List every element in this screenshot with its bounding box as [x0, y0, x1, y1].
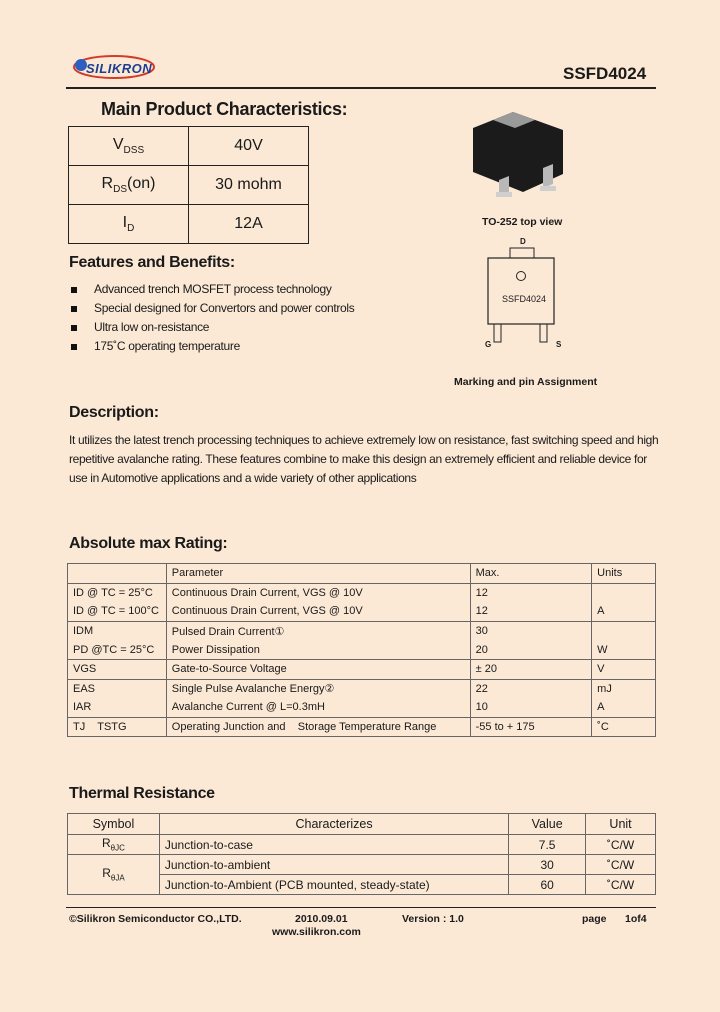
max-cell: 12 [470, 602, 592, 621]
unit-cell: ˚C/W [586, 835, 656, 855]
footer-rule [66, 907, 656, 908]
features-list [70, 282, 355, 358]
thermal-table [67, 813, 656, 895]
characterizes-cell: Junction-to-ambient [159, 855, 508, 875]
footer-page-label: page [582, 913, 607, 925]
abs-max-table [67, 563, 656, 737]
unit-cell: ˚C/W [586, 855, 656, 875]
marking-caption: Marking and pin Assignment [454, 376, 598, 388]
symbol-cell: $I_D$ [69, 205, 189, 244]
header-cell: Parameter [166, 564, 470, 584]
symbol-cell: ID @ TC = 100°C [68, 602, 167, 621]
header-rule [66, 87, 656, 89]
max-cell: 12 [470, 583, 592, 602]
table-row [68, 583, 656, 602]
symbol-cell: EAS [68, 679, 167, 698]
list-item: Special designed for Convertors and power controls [70, 301, 355, 320]
table-row [69, 127, 309, 166]
header-cell: Value [509, 814, 586, 835]
symbol-cell: VGS [68, 659, 167, 679]
unit-cell [592, 583, 656, 602]
symbol-cell: IAR [68, 698, 167, 717]
unit-cell: A [592, 602, 656, 621]
description-text: It utilizes the latest trench processing techniques to achieve extremely low on resistance, fast switching speed and high repetitive avalanche rating. These features combine to make this design an extremely efficient and reliable device for use in Automotive applications and a wide variety of other applications [69, 433, 659, 485]
table-row [68, 659, 656, 679]
unit-cell: ˚C/W [586, 875, 656, 895]
symbol-cell: $R_{\theta JA}$ [68, 855, 160, 895]
table-header-row [68, 564, 656, 584]
table-row [68, 602, 656, 621]
list-item: Advanced trench MOSFET process technology [70, 282, 355, 301]
pin-g-label: G [485, 340, 492, 349]
characterizes-cell: Junction-to-case [159, 835, 508, 855]
header-cell: Characterizes [159, 814, 508, 835]
parameter-cell: Power Dissipation [166, 640, 470, 659]
unit-cell: W [592, 640, 656, 659]
footer-url: www.silikron.com [272, 926, 361, 938]
thermal-title: Thermal Resistance [69, 785, 215, 802]
value-cell: 12A [189, 205, 309, 244]
max-cell: 30 [470, 621, 592, 640]
list-item: 175˚C operating temperature [70, 339, 355, 358]
pin-s-label: S [556, 340, 562, 349]
parameter-cell: Pulsed Drain Current① [166, 621, 470, 640]
max-cell: 22 [470, 679, 592, 698]
parameter-cell: Gate-to-Source Voltage [166, 659, 470, 679]
pin-assignment-diagram [480, 236, 570, 358]
part-number: SSFD4024 [563, 64, 647, 83]
symbol-cell: $R_{DS}(on)$ [69, 166, 189, 205]
logo-text: SILIKRON [86, 61, 153, 76]
value-cell: 30 mohm [189, 166, 309, 205]
features-title: Features and Benefits: [69, 254, 235, 271]
value-cell: 30 [509, 855, 586, 875]
table-row [68, 698, 656, 717]
pin-d-label: D [520, 237, 526, 246]
footer-date: 2010.09.01 [295, 913, 348, 925]
table-row [68, 855, 656, 875]
value-cell: 40V [189, 127, 309, 166]
footer-page-number: 1of4 [625, 913, 647, 925]
header-cell [68, 564, 167, 584]
unit-cell: mJ [592, 679, 656, 698]
marking-text: SSFD4024 [502, 294, 547, 304]
symbol-cell: $R_{\theta JC}$ [68, 835, 160, 855]
symbol-cell: $V_{DSS}$ [69, 127, 189, 166]
value-cell: 60 [509, 875, 586, 895]
parameter-cell: Single Pulse Avalanche Energy② [166, 679, 470, 698]
table-row [69, 166, 309, 205]
symbol-cell: PD @TC = 25°C [68, 640, 167, 659]
symbol-cell: IDM [68, 621, 167, 640]
table-row [68, 640, 656, 659]
header-cell: Symbol [68, 814, 160, 835]
symbol-cell: TJ TSTG [68, 717, 167, 737]
abs-max-title: Absolute max Rating: [69, 535, 228, 552]
value-cell: 7.5 [509, 835, 586, 855]
parameter-cell: Operating Junction and Storage Temperature Range [166, 717, 470, 737]
description-title: Description: [69, 404, 159, 421]
main-characteristics-title: Main Product Characteristics: [101, 99, 348, 119]
to252-package-image [463, 110, 573, 210]
table-header-row [68, 814, 656, 835]
footer-version: Version : 1.0 [402, 913, 464, 925]
characterizes-cell: Junction-to-Ambient (PCB mounted, steady-state) [159, 875, 508, 895]
parameter-cell: Continuous Drain Current, VGS @ 10V [166, 602, 470, 621]
footer-company: ©Silikron Semiconductor CO.,LTD. [69, 913, 242, 925]
header-cell: Unit [586, 814, 656, 835]
parameter-cell: Avalanche Current @ L=0.3mH [166, 698, 470, 717]
table-row [68, 717, 656, 737]
max-cell: 20 [470, 640, 592, 659]
unit-cell: ˚C [592, 717, 656, 737]
table-row [68, 835, 656, 855]
main-characteristics-table [68, 126, 309, 244]
unit-cell [592, 621, 656, 640]
package-caption: TO-252 top view [482, 216, 563, 228]
header-cell: Max. [470, 564, 592, 584]
unit-cell: V [592, 659, 656, 679]
parameter-cell: Continuous Drain Current, VGS @ 10V [166, 583, 470, 602]
list-item: Ultra low on-resistance [70, 320, 355, 339]
max-cell: ± 20 [470, 659, 592, 679]
table-row [69, 205, 309, 244]
max-cell: 10 [470, 698, 592, 717]
table-row [68, 621, 656, 640]
table-row [68, 679, 656, 698]
symbol-cell: ID @ TC = 25°C [68, 583, 167, 602]
unit-cell: A [592, 698, 656, 717]
header-cell: Units [592, 564, 656, 584]
max-cell: -55 to + 175 [470, 717, 592, 737]
